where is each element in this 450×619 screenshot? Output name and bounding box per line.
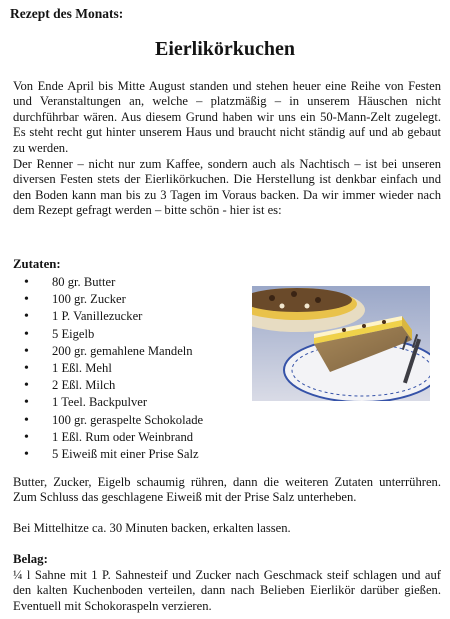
- intro-paragraph-1: Von Ende April bis Mitte August standen und stehen heuer eine Reihe von Festen und Veranstaltungen an, welche – platzmäßig – in unserem Häuschen nicht durchführbar wären. Aus diesem Grund haben wir uns ein 50-Mann-Zelt zugelegt. Es steht recht gut hinter unserem Haus und braucht nicht ständig auf und ab gebaut zu werden.: [13, 79, 441, 155]
- method-paragraph-1: Butter, Zucker, Eigelb schaumig rühren, dann die weiteren Zutaten unterrühren. Zum Schluss das geschlagene Eiweiß mit der Prise Salz unterheben.: [13, 475, 441, 505]
- list-item: • 100 gr. geraspelte Schokolade: [18, 412, 203, 429]
- list-item: • 1 Eßl. Mehl: [18, 360, 203, 377]
- list-item: • 1 P. Vanillezucker: [18, 308, 203, 325]
- list-item: • 5 Eiweiß mit einer Prise Salz: [18, 446, 203, 463]
- topping-heading: Belag:: [13, 552, 48, 566]
- list-item: • 2 Eßl. Milch: [18, 377, 203, 394]
- list-item: • 100 gr. Zucker: [18, 291, 203, 308]
- ingredients-heading: Zutaten:: [13, 257, 61, 271]
- ingredient-list: [18, 274, 203, 463]
- list-item: • 5 Eigelb: [18, 326, 203, 343]
- recipe-title: Eierlikörkuchen: [154, 38, 295, 60]
- cake-photo-image: [252, 286, 430, 401]
- list-item: • 1 Teel. Backpulver: [18, 394, 203, 411]
- section-label: Rezept des Monats:: [10, 6, 124, 21]
- list-item: • 200 gr. gemahlene Mandeln: [18, 343, 203, 360]
- intro-paragraph-2: Der Renner – nicht nur zum Kaffee, sondern auch als Nachtisch – ist bei unseren diversen Festen stets der Eierlikörkuchen. Die Herstellung ist denkbar einfach und den Boden kann man bis zu 3 Tagen im Voraus backen. Da wir immer wieder nach dem Rezept gefragt werden – bitte schön - hier ist es:: [13, 157, 441, 218]
- method-paragraph-2: Bei Mittelhitze ca. 30 Minuten backen, erkalten lassen.: [13, 521, 291, 535]
- list-item: • 1 Eßl. Rum oder Weinbrand: [18, 429, 203, 446]
- list-item: • 80 gr. Butter: [18, 274, 203, 291]
- cake-photo: [252, 286, 430, 401]
- topping-paragraph: ¼ l Sahne mit 1 P. Sahnesteif und Zucker nach Geschmack steif schlagen und auf den kalten Kuchenboden verteilen, dann nach Belieben Eierlikör darüber gießen. Eventuell mit Schokoraspeln verzieren.: [13, 568, 441, 613]
